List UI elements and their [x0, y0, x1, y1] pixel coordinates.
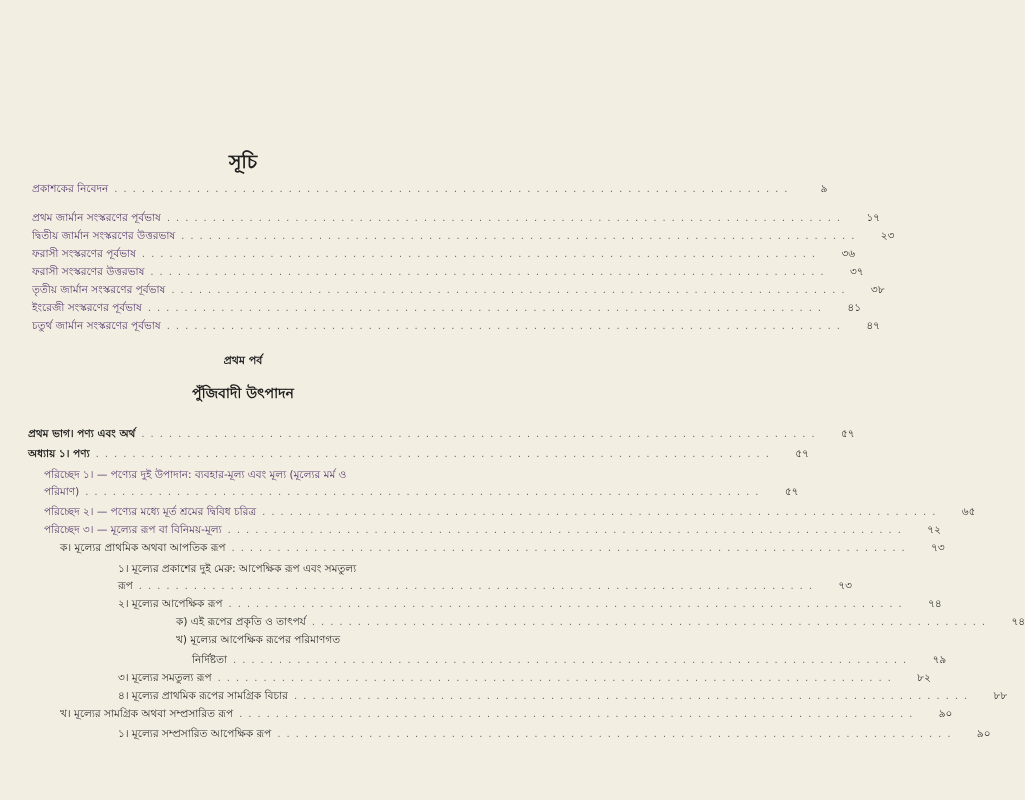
- leader-dots: ..........................................................................: [171, 285, 851, 296]
- toc-entry-label: পরিচ্ছেদ ১। — পণ্যের দুই উপাদান: ব্যবহার-মূল্য এবং মূল্য (মূল্যের মর্ম ও: [44, 469, 347, 481]
- toc-page-number: ৭৩: [931, 542, 945, 554]
- toc-entry-label: প্রথম জার্মান সংস্করণের পূর্বভাষ: [32, 212, 161, 224]
- leader-dots: ..........................................................................: [233, 655, 913, 666]
- toc-entry[interactable]: [32, 266, 864, 279]
- toc-page-number: ৭৪: [1011, 616, 1025, 628]
- toc-entry-label: পরিচ্ছেদ ৩। — মূল্যের রূপ বা বিনিময়-মূল্য: [44, 524, 222, 536]
- toc-entry[interactable]: [32, 302, 862, 315]
- toc-entry-label: ১। মূল্যের প্রকাশের দুই মেরু: আপেক্ষিক রূপ এবং সমতুল্য: [118, 563, 357, 575]
- toc-entry-label: চতুর্থ জার্মান সংস্করণের পূর্বভাষ: [32, 320, 161, 332]
- toc-page-number: ৩৮: [870, 284, 885, 296]
- toc-entry-label: প্রকাশকের নিবেদন: [32, 183, 109, 195]
- toc-entry-label: নির্দিষ্টতা: [192, 654, 228, 666]
- toc-page-number: ৮৮: [993, 690, 1008, 702]
- toc-page-number: ৪৭: [866, 320, 880, 332]
- toc-page-number: ৩৬: [841, 248, 856, 260]
- leader-dots: ..........................................................................: [141, 429, 821, 440]
- toc-entry[interactable]: [44, 486, 799, 499]
- toc-entry[interactable]: [28, 428, 855, 441]
- toc-entry-label: ফরাসী সংস্করণের উত্তরভাষ: [32, 266, 145, 278]
- leader-dots: ..........................................................................: [166, 321, 846, 332]
- toc-entry[interactable]: [118, 672, 931, 685]
- toc-page-number: ১৭: [866, 212, 881, 224]
- part-title: পুঁজিবাদী উৎপাদন: [192, 386, 294, 402]
- toc-entry[interactable]: [60, 542, 945, 555]
- toc-entry-label: খ) মূল্যের আপেক্ষিক রূপের পরিমাণগত: [176, 634, 341, 646]
- toc-page-number: ৭৪: [928, 598, 942, 610]
- toc-page-number: ৯০: [938, 708, 953, 720]
- toc-entry[interactable]: [118, 580, 853, 593]
- toc-entry-label: ২। মূল্যের আপেক্ষিক রূপ: [118, 598, 223, 610]
- leader-dots: ..........................................................................: [141, 249, 822, 260]
- toc-entry-label: ৪। মূল্যের প্রাথমিক রূপের সামগ্রিক বিচার: [118, 690, 288, 702]
- leader-dots: ..........................................................................: [239, 709, 919, 720]
- toc-entry[interactable]: [32, 320, 880, 333]
- toc-page-number: ৫৭: [784, 486, 799, 498]
- leader-dots: ..........................................................................: [231, 543, 911, 554]
- leader-dots: ..........................................................................: [166, 213, 847, 224]
- toc-entry-label: পরিমাণ): [44, 486, 80, 498]
- leader-dots: ..........................................................................: [293, 691, 974, 702]
- toc-entry[interactable]: [32, 248, 856, 261]
- toc-page-number: ২৩: [880, 230, 895, 242]
- toc-entry[interactable]: [192, 654, 947, 667]
- leader-dots: ..........................................................................: [217, 673, 897, 684]
- toc-entry[interactable]: [32, 183, 828, 196]
- toc-entry-label: ৩। মূল্যের সমতুল্য রূপ: [118, 672, 212, 684]
- toc-page-number: ৭২: [927, 524, 941, 536]
- toc-entry[interactable]: [118, 728, 991, 741]
- toc-page-number: ৯০: [976, 728, 991, 740]
- toc-entry-label: ক) এই রূপের প্রকৃতি ও তাৎপর্য: [176, 616, 306, 628]
- leader-dots: ..........................................................................: [147, 303, 828, 314]
- toc-page-number: ৩৭: [849, 266, 864, 278]
- toc-page-number: ৭৯: [932, 654, 947, 666]
- leader-dots: ..........................................................................: [311, 617, 992, 628]
- toc-entry[interactable]: [32, 212, 881, 225]
- toc-entry-label: পরিচ্ছেদ ২। — পণ্যের মধ্যে মূর্ত শ্রমের দ্বিবিধ চরিত্র: [44, 506, 257, 518]
- toc-entry-label: ফরাসী সংস্করণের পূর্বভাষ: [32, 248, 136, 260]
- leader-dots: ..........................................................................: [95, 449, 775, 460]
- toc-entry[interactable]: [32, 284, 885, 297]
- toc-entry-label: তৃতীয় জার্মান সংস্করণের পূর্বভাষ: [32, 284, 166, 296]
- leader-dots: ..........................................................................: [85, 487, 765, 498]
- toc-entry-label: প্রথম ভাগ। পণ্য এবং অর্থ: [28, 428, 136, 440]
- leader-dots: ..........................................................................: [114, 184, 794, 195]
- toc-entry[interactable]: [60, 708, 953, 721]
- part-label: প্রথম পর্ব: [223, 354, 263, 367]
- toc-entry[interactable]: [32, 230, 895, 243]
- toc-page-number: ৮২: [917, 672, 931, 684]
- toc-page-number: ৪১: [847, 302, 862, 314]
- leader-dots: ..........................................................................: [138, 581, 819, 592]
- toc-entry[interactable]: [118, 690, 1008, 703]
- toc-entry-label: রূপ: [118, 580, 133, 592]
- toc-page-number: ৫৭: [795, 448, 809, 460]
- leader-dots: ..........................................................................: [227, 525, 907, 536]
- toc-entry-label: খ। মূল্যের সামগ্রিক অথবা সম্প্রসারিত রূপ: [60, 708, 234, 720]
- page-title: সূচি: [228, 151, 258, 173]
- leader-dots: ..........................................................................: [262, 507, 942, 518]
- leader-dots: ..........................................................................: [181, 231, 861, 242]
- toc-page-number: ৭৩: [838, 580, 853, 592]
- toc-entry[interactable]: [44, 524, 941, 537]
- toc-entry-label: ১। মূল্যের সম্প্রসারিত আপেক্ষিক রূপ: [118, 728, 272, 740]
- toc-entry-label: ক। মূল্যের প্রাথমিক অথবা আপতিক রূপ: [60, 542, 226, 554]
- toc-entry-label: দ্বিতীয় জার্মান সংস্করণের উত্তরভাষ: [32, 230, 176, 242]
- toc-page-number: ৬৫: [961, 506, 976, 518]
- leader-dots: ..........................................................................: [150, 267, 830, 278]
- toc-entry[interactable]: [176, 616, 1025, 629]
- leader-dots: ..........................................................................: [277, 729, 957, 740]
- toc-page-number: ৯: [820, 183, 828, 195]
- toc-entry[interactable]: [44, 506, 976, 519]
- toc-entry-label: ইংরেজী সংস্করণের পূর্বভাষ: [32, 302, 142, 314]
- toc-page-number: ৫৭: [840, 428, 855, 440]
- toc-entry[interactable]: [118, 598, 942, 611]
- toc-entry-label: অধ্যায় ১। পণ্য: [28, 448, 90, 460]
- leader-dots: ..........................................................................: [228, 599, 908, 610]
- toc-entry[interactable]: [28, 448, 809, 461]
